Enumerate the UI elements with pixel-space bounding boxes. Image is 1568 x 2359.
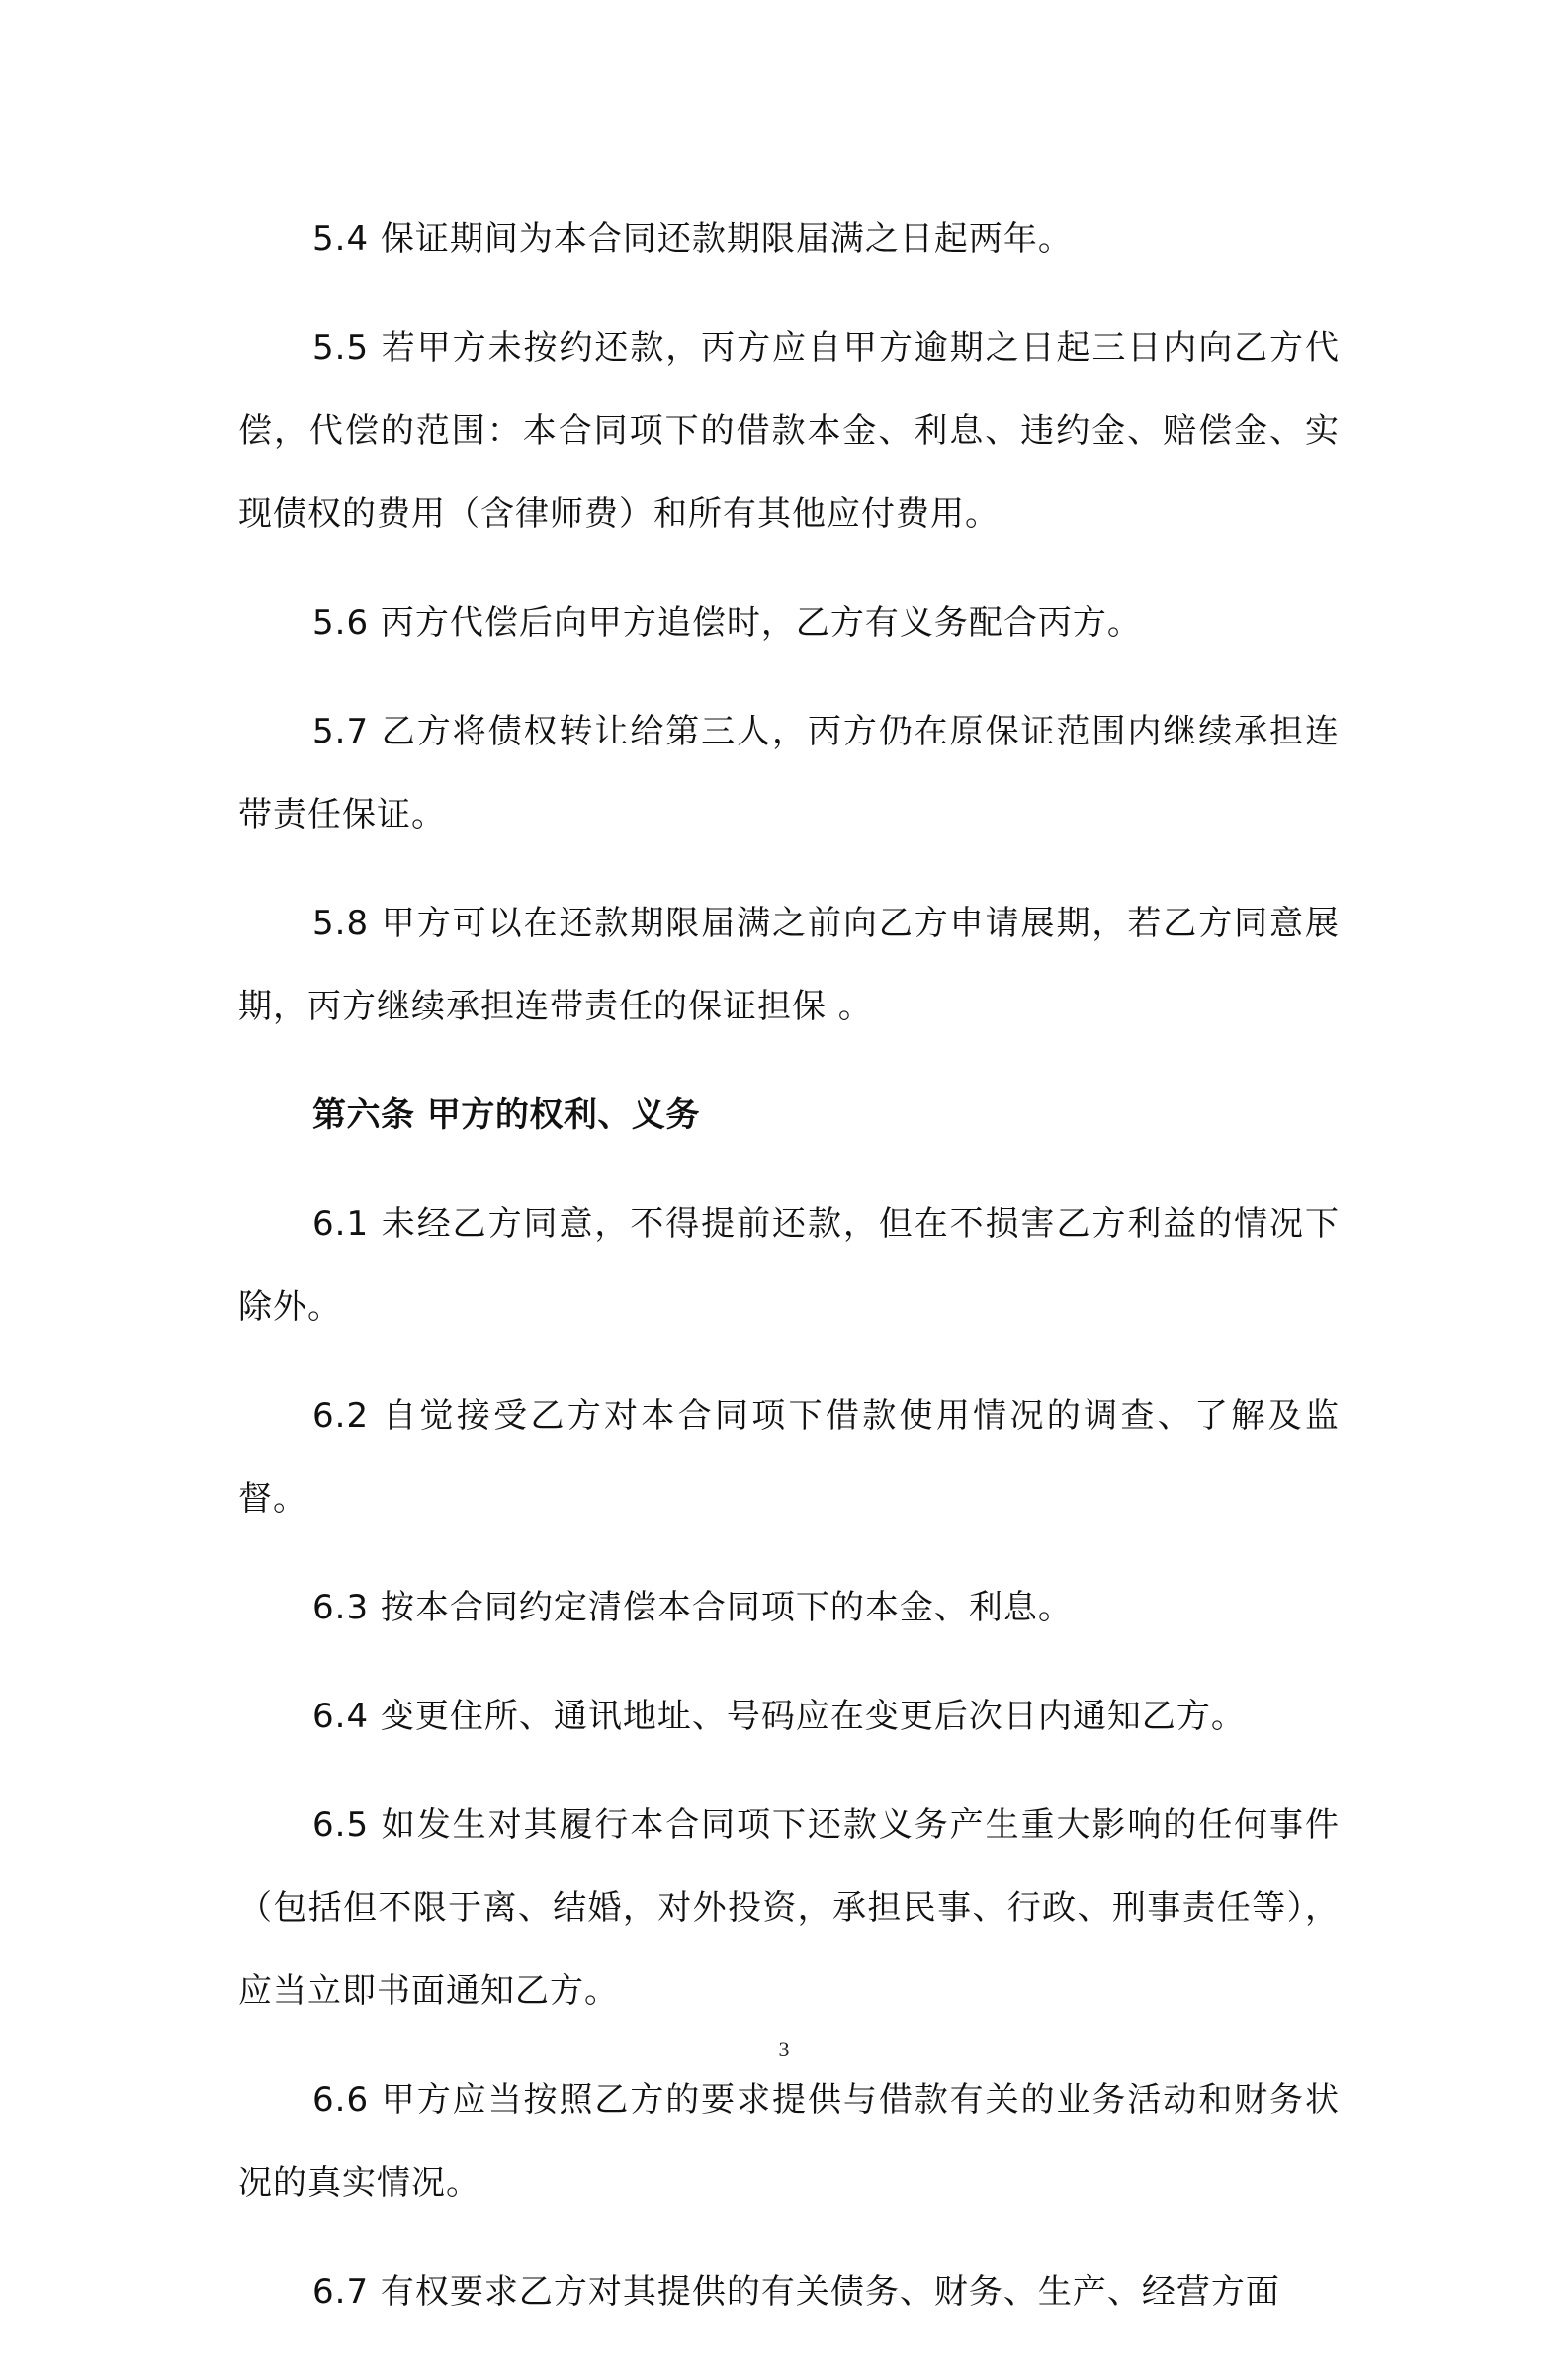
clause-6-6: 6.6 甲方应当按照乙方的要求提供与借款有关的业务活动和财务状况的真实情况。 bbox=[238, 2080, 1340, 2203]
clause-5-6: 5.6 丙方代偿后向甲方追偿时，乙方有义务配合丙方。 bbox=[312, 603, 1142, 643]
clause-6-3: 6.3 按本合同约定清偿本合同项下的本金、利息。 bbox=[312, 1588, 1073, 1627]
clause-6-7: 6.7 有权要求乙方对其提供的有关债务、财务、生产、经营方面 bbox=[312, 2272, 1280, 2312]
page-number: 3 bbox=[778, 2037, 790, 2061]
clause-6-1: 6.1 未经乙方同意，不得提前还款，但在不损害乙方利益的情况下除外。 bbox=[238, 1204, 1340, 1327]
clause-6-4: 6.4 变更住所、通讯地址、号码应在变更后次日内通知乙方。 bbox=[312, 1697, 1246, 1736]
contract-body bbox=[238, 198, 1340, 2359]
clause-5-5: 5.5 若甲方未按约还款，丙方应自甲方逾期之日起三日内向乙方代偿，代偿的范围：本合同项下的借款本金、利息、违约金、赔偿金、实现债权的费用（含律师费）和所有其他应付费用。 bbox=[238, 328, 1340, 534]
clause-5-7: 5.7 乙方将债权转让给第三人，丙方仍在原保证范围内继续承担连带责任保证。 bbox=[238, 712, 1340, 834]
clause-5-4: 5.4 保证期间为本合同还款期限届满之日起两年。 bbox=[312, 219, 1073, 259]
clause-6-5: 6.5 如发生对其履行本合同项下还款义务产生重大影响的任何事件（包括但不限于离、结婚，对外投资，承担民事、行政、刑事责任等），应当立即书面通知乙方。 bbox=[238, 1805, 1340, 2011]
article-6-heading: 第六条 甲方的权利、义务 bbox=[312, 1095, 700, 1135]
clause-6-2: 6.2 自觉接受乙方对本合同项下借款使用情况的调查、了解及监督。 bbox=[238, 1396, 1340, 1519]
clause-5-8: 5.8 甲方可以在还款期限届满之前向乙方申请展期，若乙方同意展期，丙方继续承担连带责任的保证担保 。 bbox=[238, 904, 1340, 1026]
